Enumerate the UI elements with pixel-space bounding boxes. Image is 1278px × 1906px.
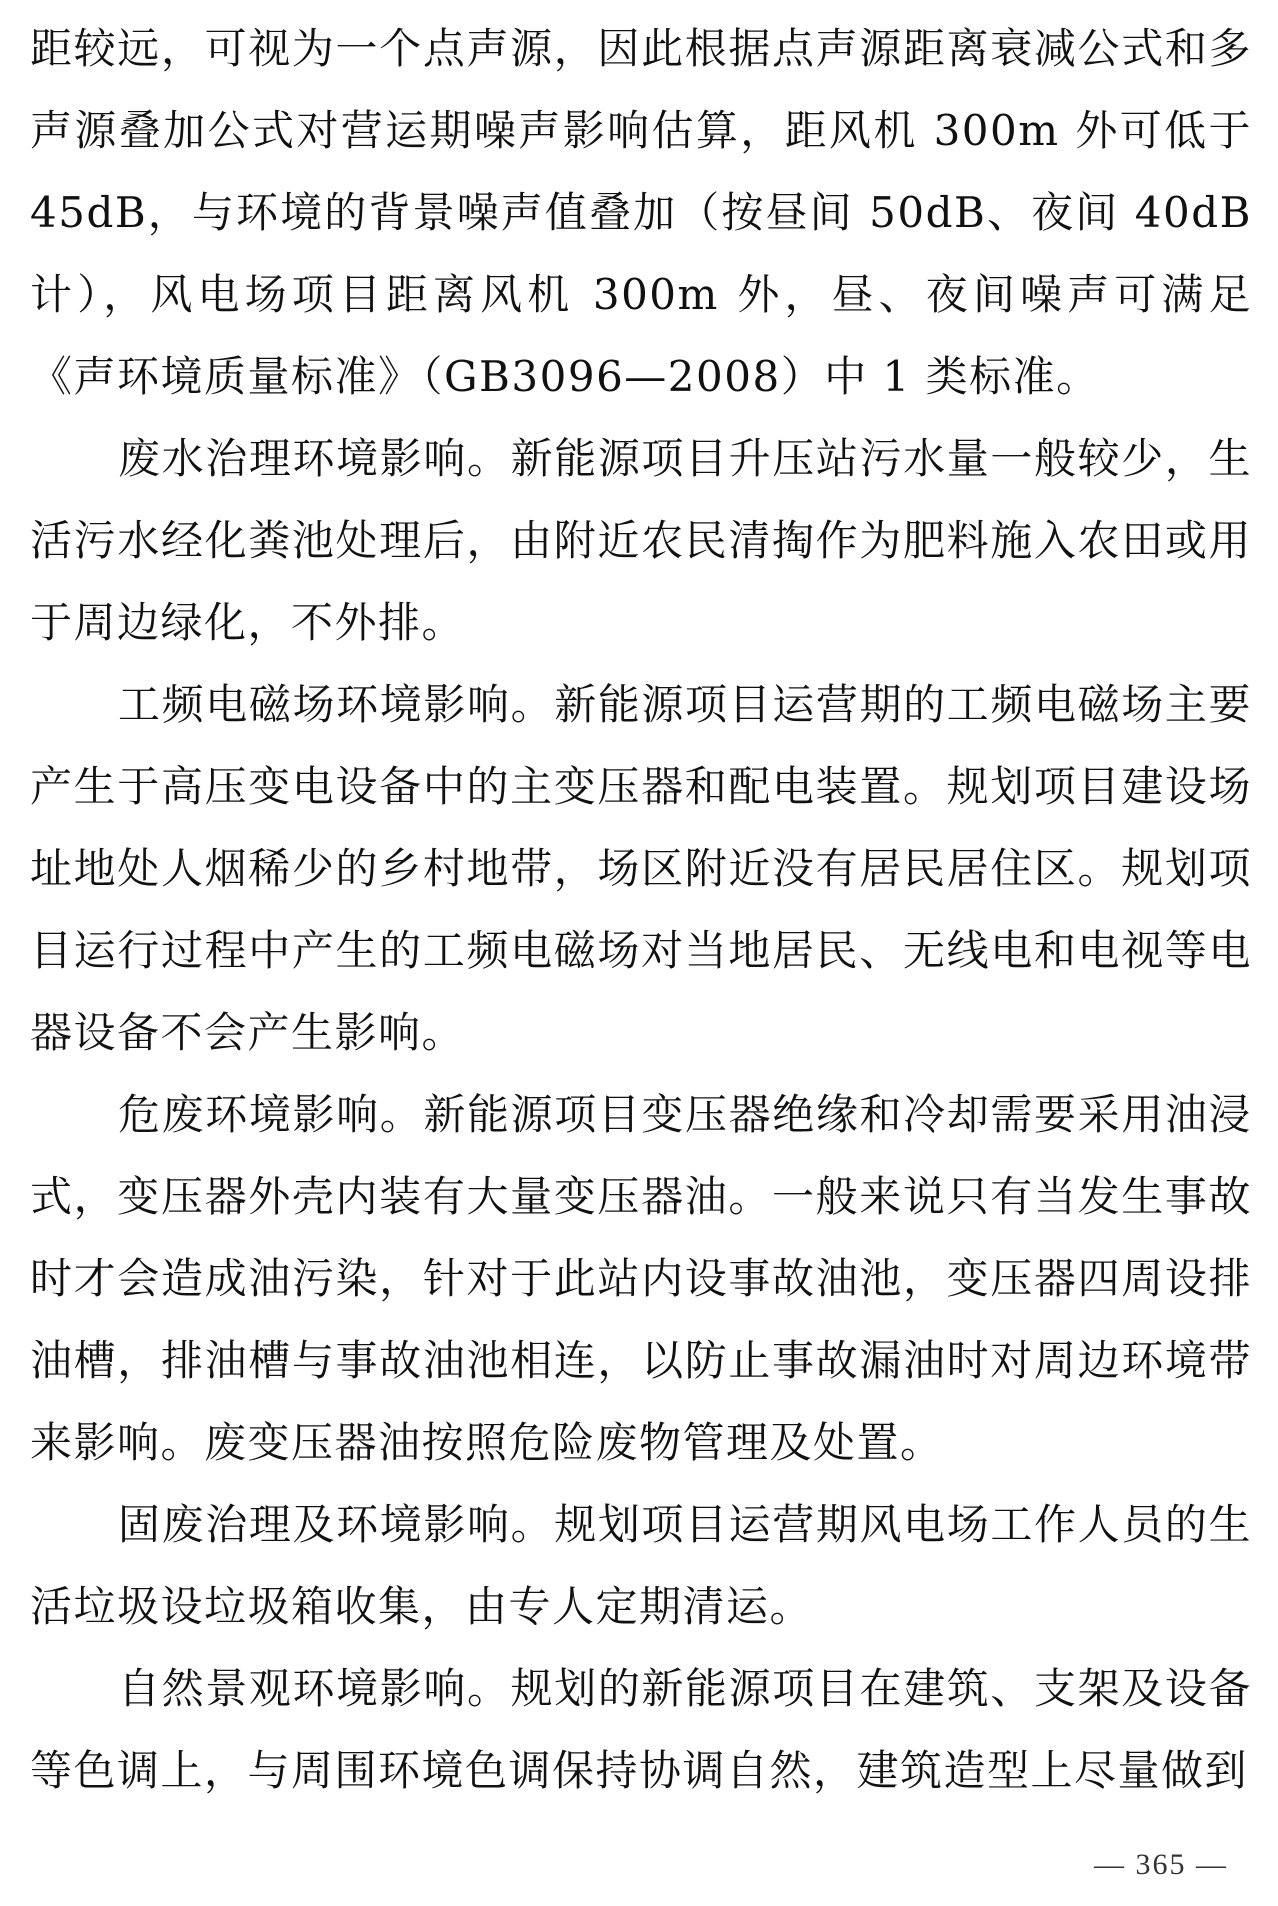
paragraph-wastewater: 废水治理环境影响。新能源项目升压站污水量一般较少，生活污水经化粪池处理后，由附近农民清掏作为肥料施入农田或用于周边绿化，不外排。 [30,434,1252,647]
paragraph-electromagnetic: 工频电磁场环境影响。新能源项目运营期的工频电磁场主要产生于高压变电设备中的主变压器和配电装置。规划项目建设场址地处人烟稀少的乡村地带，场区附近没有居民居住区。规划项目运行过程中产生的工频电磁场对当地居民、无线电和电视等电器设备不会产生影响。 [30,680,1252,1057]
document-page [30,0,1252,1906]
paragraph-noise-continuation: 距较远，可视为一个点声源，因此根据点声源距离衰减公式和多声源叠加公式对营运期噪声影响估算，距风机 300m 外可低于 45dB，与环境的背景噪声值叠加（按昼间 50dB、夜间 40dB 计），风电场项目距离风机 300m 外，昼、夜间噪声可满足《声环境质量标准》（GB3096—2008）中 1 类标准。 [30,24,1252,401]
paragraph-solid-waste: 固废治理及环境影响。规划项目运营期风电场工作人员的生活垃圾设垃圾箱收集，由专人定期清运。 [30,1500,1252,1631]
paragraph-hazardous-waste: 危废环境影响。新能源项目变压器绝缘和冷却需要采用油浸式，变压器外壳内装有大量变压器油。一般来说只有当发生事故时才会造成油污染，针对于此站内设事故油池，变压器四周设排油槽，排油槽与事故油池相连，以防止事故漏油时对周边环境带来影响。废变压器油按照危险废物管理及处置。 [30,1090,1252,1467]
page-number: — 365 — [1094,1848,1228,1881]
paragraph-landscape: 自然景观环境影响。规划的新能源项目在建筑、支架及设备等色调上，与周围环境色调保持协调自然，建筑造型上尽量做到 [30,1664,1252,1795]
